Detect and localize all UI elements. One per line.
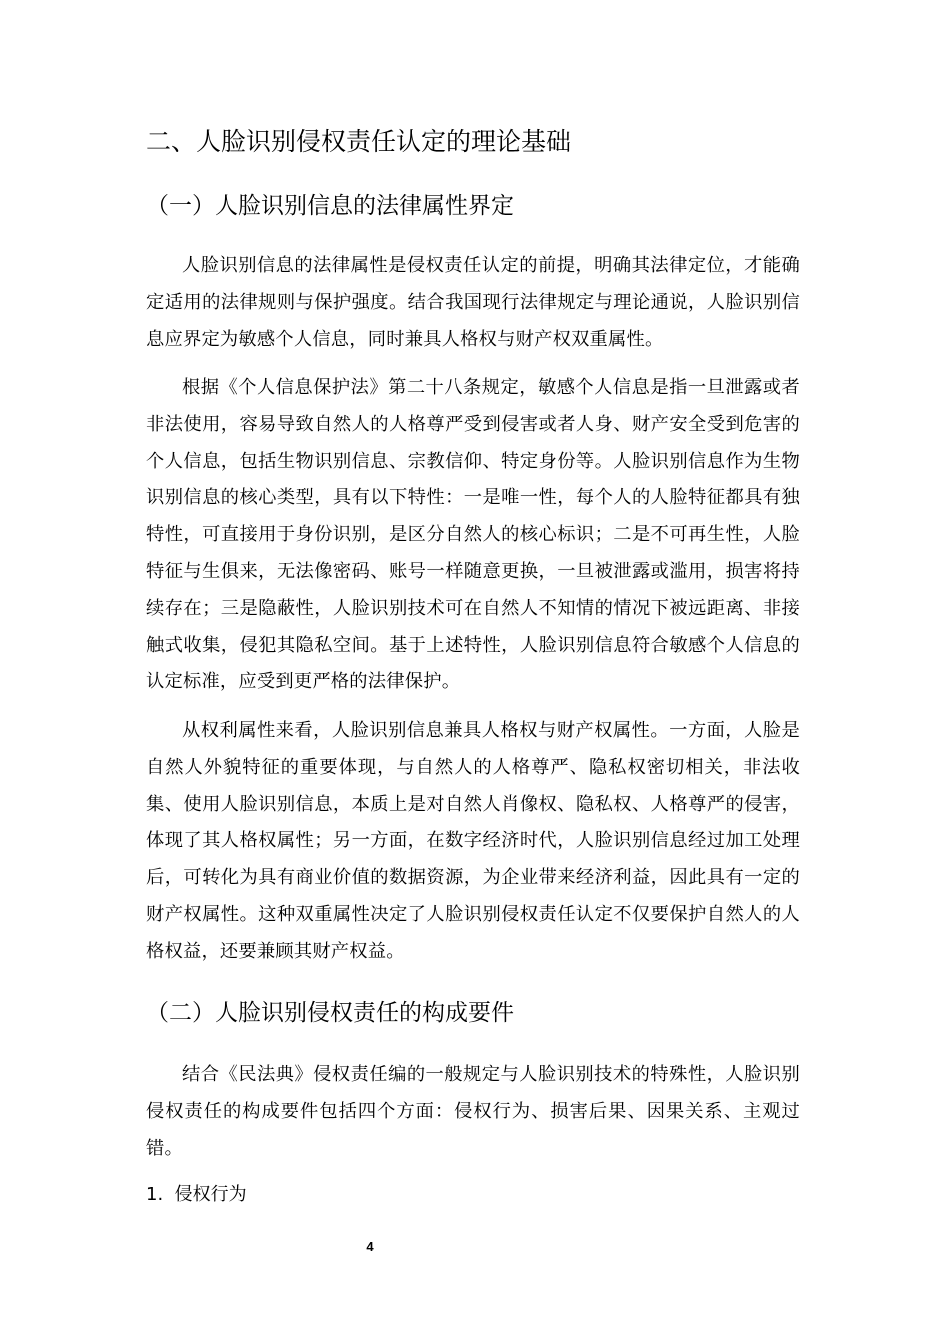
body-paragraph-3: 从权利属性来看，人脸识别信息兼具人格权与财产权属性。一方面，人脸是自然人外貌特征的重要体现，与自然人的人格尊严、隐私权密切相关，非法收集、使用人脸识别信息，本质上是对自然人肖像权、隐私权、人格尊严的侵害，体现了其人格权属性；另一方面，在数字经济时代，人脸识别信息经过加工处理后，可转化为具有商业价值的数据资源，为企业带来经济利益，因此具有一定的财产权属性。这种双重属性决定了人脸识别侵权责任认定不仅要保护自然人的人格权益，还要兼顾其财产权益。 <box>146 720 800 962</box>
list-item-number: 1. <box>146 1184 164 1205</box>
section-heading: 二、人脸识别侵权责任认定的理论基础 <box>146 127 572 156</box>
body-paragraph-1: 人脸识别信息的法律属性是侵权责任认定的前提，明确其法律定位，才能确定适用的法律规则与保护强度。结合我国现行法律规定与理论通说，人脸识别信息应界定为敏感个人信息，同时兼具人格权与财产权双重属性。 <box>146 255 800 350</box>
body-paragraph-2: 根据《个人信息保护法》第二十八条规定，敏感个人信息是指一旦泄露或者非法使用，容易导致自然人的人格尊严受到侵害或者人身、财产安全受到危害的个人信息，包括生物识别信息、宗教信仰、特定身份等。人脸识别信息作为生物识别信息的核心类型，具有以下特性：一是唯一性，每个人的人脸特征都具有独特性，可直接用于身份识别，是区分自然人的核心标识；二是不可再生性，人脸特征与生俱来，无法像密码、账号一样随意更换，一旦被泄露或滥用，损害将持续存在；三是隐蔽性，人脸识别技术可在自然人不知情的情况下被远距离、非接触式收集，侵犯其隐私空间。基于上述特性，人脸识别信息符合敏感个人信息的认定标准，应受到更严格的法律保护。 <box>146 377 800 693</box>
body-paragraph-4: 结合《民法典》侵权责任编的一般规定与人脸识别技术的特殊性，人脸识别侵权责任的构成要件包括四个方面：侵权行为、损害后果、因果关系、主观过错。 <box>146 1064 800 1159</box>
subsection-heading-2: （二）人脸识别侵权责任的构成要件 <box>146 1000 514 1026</box>
page-number: 4 <box>366 1239 374 1254</box>
subsection-heading-1: （一）人脸识别信息的法律属性界定 <box>146 193 514 219</box>
list-item-title: 侵权行为 <box>174 1184 247 1205</box>
list-item-heading <box>146 1180 247 1210</box>
